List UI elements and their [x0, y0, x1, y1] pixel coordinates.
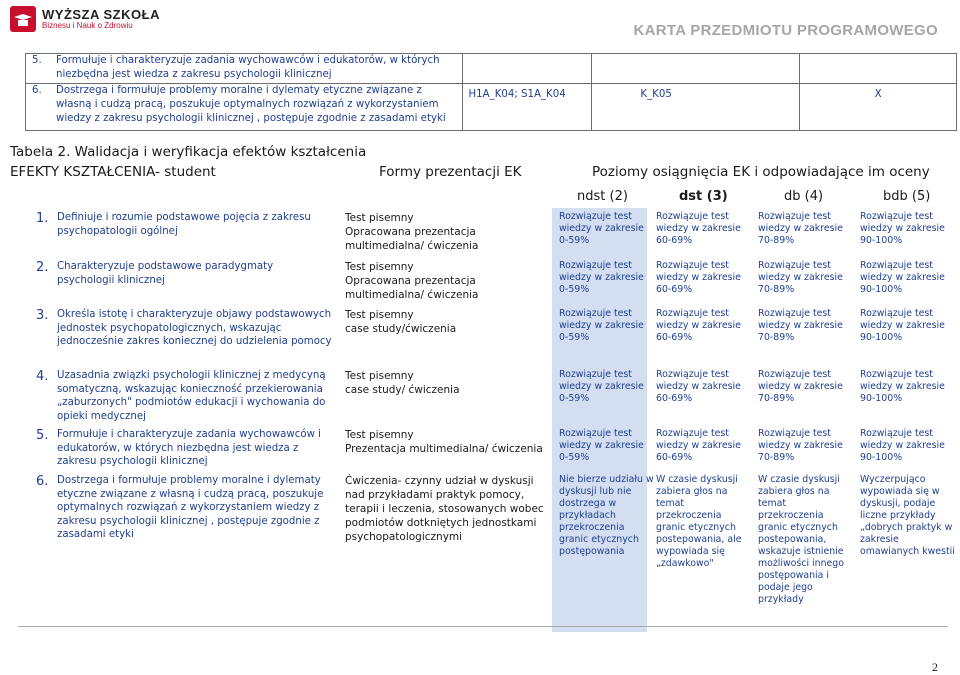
- row-number: 5.: [32, 55, 42, 66]
- effects-mapping-table: [25, 53, 957, 131]
- column-header-effects: EFEKTY KSZTAŁCENIA- student: [10, 164, 216, 180]
- row-number: 4.: [36, 369, 49, 384]
- level-bdb: bdb (5): [883, 189, 931, 204]
- reference-codes: H1A_K04; S1A_K04: [462, 84, 592, 131]
- row-number: 5.: [36, 428, 49, 443]
- presentation-form: Test pisemny case study/ ćwiczenia: [345, 370, 460, 396]
- document-title: KARTA PRZEDMIOTU PROGRAMOWEGO: [633, 22, 938, 39]
- column-header-forms: Formy prezentacji EK: [379, 164, 522, 180]
- level-ndst-text: Rozwiązuje test wiedzy w zakresie 0-59%: [559, 369, 644, 404]
- level-bdb-text: Rozwiązuje test wiedzy w zakresie 90-100%: [860, 211, 945, 246]
- row-number: 3.: [36, 308, 49, 323]
- presentation-form: Test pisemny case study/ćwiczenia: [345, 309, 457, 335]
- row-number: 6.: [36, 474, 49, 489]
- level-db-text: Rozwiązuje test wiedzy w zakresie 70-89%: [758, 260, 843, 295]
- level-ndst-text: Rozwiązuje test wiedzy w zakresie 0-59%: [559, 308, 644, 343]
- row-number: 2.: [36, 260, 49, 275]
- effect-text: Definiuje i rozumie podstawowe pojęcia z zakresu psychopatologii ogólnej: [57, 212, 311, 237]
- page-number: 2: [932, 660, 938, 674]
- level-ndst: ndst (2): [577, 189, 628, 204]
- level-db-text: Rozwiązuje test wiedzy w zakresie 70-89%: [758, 369, 843, 404]
- presentation-form: Test pisemny Opracowana prezentacja multimedialna/ ćwiczenia: [345, 212, 479, 252]
- level-db-text: Rozwiązuje test wiedzy w zakresie 70-89%: [758, 428, 843, 463]
- level-ndst-text: Rozwiązuje test wiedzy w zakresie 0-59%: [559, 428, 644, 463]
- level-dst-text: Rozwiązuje test wiedzy w zakresie 60-69%: [656, 211, 741, 246]
- level-dst-text: W czasie dyskusji zabiera głos na temat przekroczenia granic etycznych postepowania, ale wypowiada się „zdawkowo": [656, 474, 742, 569]
- level-ndst-text: Rozwiązuje test wiedzy w zakresie 0-59%: [559, 260, 644, 295]
- level-dst-text: Rozwiązuje test wiedzy w zakresie 60-69%: [656, 308, 741, 343]
- presentation-form: Test pisemny Opracowana prezentacja multimedialna/ ćwiczenia: [345, 261, 479, 301]
- footer-divider: [18, 626, 948, 627]
- presentation-form: Test pisemny Prezentacja multimedialna/ ćwiczenia: [345, 429, 543, 455]
- level-bdb-text: Rozwiązuje test wiedzy w zakresie 90-100%: [860, 369, 945, 404]
- logo-name: WYŻSZA SZKOŁA: [42, 6, 160, 22]
- effect-text: Uzasadnia związki psychologii klinicznej z medycyną somatyczną, wskazując konieczność przekierowania „zaburzonych" podmiotów edukacji i wychowania do opieki medycznej: [57, 370, 326, 422]
- level-bdb-text: Rozwiązuje test wiedzy w zakresie 90-100%: [860, 308, 945, 343]
- course-effect-code: K_K05: [592, 84, 800, 131]
- level-dst-text: Rozwiązuje test wiedzy w zakresie 60-69%: [656, 260, 741, 295]
- level-ndst-text: Nie bierze udziału w dyskusji lub nie dostrzega w przykładach przekroczenia granic etycznych postępowania: [559, 474, 654, 557]
- level-dst-text: Rozwiązuje test wiedzy w zakresie 60-69%: [656, 428, 741, 463]
- table-caption: Tabela 2. Walidacja i weryfikacja efektów kształcenia: [10, 144, 367, 160]
- presentation-form: Ćwiczenia- czynny udział w dyskusji nad przykładami praktyk pomocy, terapii i leczenia, stosowanych wobec podmiotów dotkniętych jednostkami psychopatologicznymi: [345, 475, 544, 543]
- level-db-text: Rozwiązuje test wiedzy w zakresie 70-89%: [758, 211, 843, 246]
- effect-text: Dostrzega i formułuje problemy moralne i dylematy etyczne związane z własną i cudzą pracą, poszukuje optymalnych rozwiązań z wykorzystaniem wiedzy z zakresu psychologii klinicznej , postępuje zgodnie z zasadami etyki: [56, 85, 446, 124]
- effect-text: Charakteryzuje podstawowe paradygmaty psychologii klinicznej: [57, 261, 274, 286]
- level-db: db (4): [784, 189, 824, 204]
- row-number: 1.: [36, 211, 49, 226]
- logo-subtitle: Biznesu i Nauk o Zdrowiu: [42, 20, 133, 30]
- level-bdb-text: Rozwiązuje test wiedzy w zakresie 90-100%: [860, 260, 945, 295]
- level-dst-text: Rozwiązuje test wiedzy w zakresie 60-69%: [656, 369, 741, 404]
- effect-text: Formułuje i charakteryzuje zadania wychowawców i edukatorów, w których niezbędna jest wiedza z zakresu psychologii klinicznej: [56, 55, 440, 80]
- table-row: [26, 84, 957, 131]
- graduation-cap-icon: [10, 6, 36, 32]
- level-dst: dst (3): [679, 189, 728, 204]
- level-db-text: W czasie dyskusji zabiera głos na temat przekroczenia granic etycznych postepowania, wskazuje istnienie możliwości innego postępowania i podaje jego przykłady: [758, 474, 844, 605]
- table-row: [26, 54, 957, 84]
- effect-text: Dostrzega i formułuje problemy moralne i dylematy etyczne związane z własną i cudzą pracą, poszukuje optymalnych rozwiązań z wykorzystaniem wiedzy z zakresu psychologii klinicznej , postępuje zgodnie z zasadami etyki: [57, 475, 324, 541]
- effect-text: Określa istotę i charakteryzuje objawy podstawowych jednostek psychopatologicznych, wskazując jednocześnie zakres koniecznej do udzielenia pomocy: [57, 309, 332, 348]
- level-bdb-text: Rozwiązuje test wiedzy w zakresie 90-100%: [860, 428, 945, 463]
- level-ndst-text: Rozwiązuje test wiedzy w zakresie 0-59%: [559, 211, 644, 246]
- level-db-text: Rozwiązuje test wiedzy w zakresie 70-89%: [758, 308, 843, 343]
- row-number: 6.: [32, 85, 42, 96]
- effect-text: Formułuje i charakteryzuje zadania wychowawców i edukatorów, w których niezbędna jest wiedza z zakresu psychologii klinicznej: [57, 429, 321, 468]
- school-logo: [10, 6, 160, 32]
- column-header-levels: Poziomy osiągnięcia EK i odpowiadające im oceny: [592, 164, 930, 180]
- mark-cell: X: [800, 84, 957, 131]
- level-bdb-text: Wyczerpująco wypowiada się w dyskusji, podaje liczne przykłady „dobrych praktyk w zakresie omawianych kwestii: [860, 474, 955, 557]
